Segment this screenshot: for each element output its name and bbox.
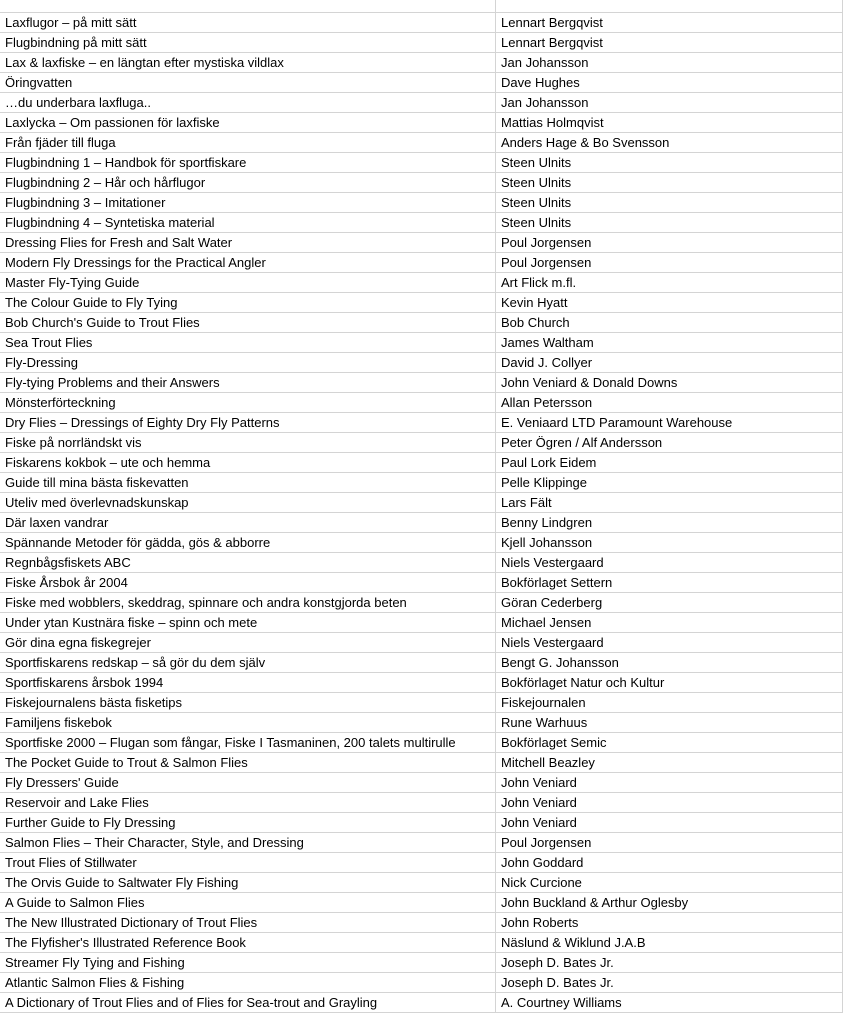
- author-cell[interactable]: Joseph D. Bates Jr.: [496, 973, 843, 993]
- author-cell[interactable]: Jan Johansson: [496, 53, 843, 73]
- table-row: [0, 793, 843, 813]
- author-cell[interactable]: Göran Cederberg: [496, 593, 843, 613]
- title-cell[interactable]: Sportfiskarens årsbok 1994: [0, 673, 496, 693]
- table-row: [0, 913, 843, 933]
- table-row: [0, 633, 843, 653]
- title-cell[interactable]: Streamer Fly Tying and Fishing: [0, 953, 496, 973]
- author-cell[interactable]: Bokförlaget Settern: [496, 573, 843, 593]
- title-cell[interactable]: Fiskejournalens bästa fisketips: [0, 693, 496, 713]
- title-cell[interactable]: Further Guide to Fly Dressing: [0, 813, 496, 833]
- title-cell[interactable]: Från fjäder till fluga: [0, 133, 496, 153]
- title-cell[interactable]: Sea Trout Flies: [0, 333, 496, 353]
- table-row: [0, 473, 843, 493]
- title-cell[interactable]: Familjens fiskebok: [0, 713, 496, 733]
- table-row: [0, 153, 843, 173]
- author-cell[interactable]: John Goddard: [496, 853, 843, 873]
- table-row: [0, 253, 843, 273]
- author-cell[interactable]: John Veniard: [496, 813, 843, 833]
- title-cell[interactable]: Flugbindning 1 – Handbok för sportfiskare: [0, 153, 496, 173]
- author-cell[interactable]: Steen Ulnits: [496, 213, 843, 233]
- title-cell[interactable]: The New Illustrated Dictionary of Trout Flies: [0, 913, 496, 933]
- author-cell[interactable]: E. Veniaard LTD Paramount Warehouse: [496, 413, 843, 433]
- author-cell[interactable]: A. Courtney Williams: [496, 993, 843, 1013]
- author-cell[interactable]: Allan Petersson: [496, 393, 843, 413]
- table-row: [0, 33, 843, 53]
- table-row: [0, 533, 843, 553]
- table-row: [0, 693, 843, 713]
- title-cell[interactable]: Guide till mina bästa fiskevatten: [0, 473, 496, 493]
- title-cell[interactable]: Master Fly-Tying Guide: [0, 273, 496, 293]
- table-row: [0, 373, 843, 393]
- author-cell[interactable]: [496, 0, 843, 13]
- table-row: [0, 313, 843, 333]
- author-cell[interactable]: Steen Ulnits: [496, 173, 843, 193]
- title-cell[interactable]: Uteliv med överlevnadskunskap: [0, 493, 496, 513]
- table-body: [0, 13, 843, 1013]
- table-row: [0, 353, 843, 373]
- table-row: [0, 553, 843, 573]
- title-cell[interactable]: The Colour Guide to Fly Tying: [0, 293, 496, 313]
- table-row: [0, 673, 843, 693]
- author-cell[interactable]: Paul Lork Eidem: [496, 453, 843, 473]
- table-row: [0, 173, 843, 193]
- author-cell[interactable]: Kjell Johansson: [496, 533, 843, 553]
- table-row-partial: [0, 0, 843, 13]
- title-cell[interactable]: Lax & laxfiske – en längtan efter mystiska vildlax: [0, 53, 496, 73]
- author-cell[interactable]: James Waltham: [496, 333, 843, 353]
- table-row: [0, 933, 843, 953]
- table-row: [0, 513, 843, 533]
- table-row: [0, 853, 843, 873]
- table-row: [0, 333, 843, 353]
- author-cell[interactable]: Benny Lindgren: [496, 513, 843, 533]
- author-cell[interactable]: John Roberts: [496, 913, 843, 933]
- title-cell[interactable]: Laxflugor – på mitt sätt: [0, 13, 496, 33]
- title-cell[interactable]: Regnbågsfiskets ABC: [0, 553, 496, 573]
- author-cell[interactable]: Peter Ögren / Alf Andersson: [496, 433, 843, 453]
- table-row: [0, 213, 843, 233]
- table-row: [0, 613, 843, 633]
- title-cell[interactable]: Gör dina egna fiskegrejer: [0, 633, 496, 653]
- title-cell[interactable]: Atlantic Salmon Flies & Fishing: [0, 973, 496, 993]
- table-row: [0, 733, 843, 753]
- table-row: [0, 973, 843, 993]
- author-cell[interactable]: Niels Vestergaard: [496, 633, 843, 653]
- table-row: [0, 653, 843, 673]
- title-cell[interactable]: Dressing Flies for Fresh and Salt Water: [0, 233, 496, 253]
- title-cell[interactable]: Salmon Flies – Their Character, Style, and Dressing: [0, 833, 496, 853]
- author-cell[interactable]: Poul Jorgensen: [496, 233, 843, 253]
- author-cell[interactable]: John Veniard: [496, 773, 843, 793]
- title-cell[interactable]: Fly-Dressing: [0, 353, 496, 373]
- table-row: [0, 133, 843, 153]
- author-cell[interactable]: Mitchell Beazley: [496, 753, 843, 773]
- author-cell[interactable]: Poul Jorgensen: [496, 253, 843, 273]
- author-cell[interactable]: Lennart Bergqvist: [496, 13, 843, 33]
- author-cell[interactable]: Joseph D. Bates Jr.: [496, 953, 843, 973]
- author-cell[interactable]: Bob Church: [496, 313, 843, 333]
- title-cell[interactable]: Flugbindning 4 – Syntetiska material: [0, 213, 496, 233]
- table-row: [0, 413, 843, 433]
- author-cell[interactable]: John Veniard: [496, 793, 843, 813]
- author-cell[interactable]: Bokförlaget Natur och Kultur: [496, 673, 843, 693]
- author-cell[interactable]: Fiskejournalen: [496, 693, 843, 713]
- author-cell[interactable]: Pelle Klippinge: [496, 473, 843, 493]
- title-cell[interactable]: The Orvis Guide to Saltwater Fly Fishing: [0, 873, 496, 893]
- author-cell[interactable]: Poul Jorgensen: [496, 833, 843, 853]
- title-cell[interactable]: Trout Flies of Stillwater: [0, 853, 496, 873]
- table-row: [0, 233, 843, 253]
- author-cell[interactable]: Dave Hughes: [496, 73, 843, 93]
- title-cell[interactable]: Flugbindning på mitt sätt: [0, 33, 496, 53]
- title-cell[interactable]: Under ytan Kustnära fiske – spinn och mete: [0, 613, 496, 633]
- table-row: [0, 93, 843, 113]
- table-row: [0, 593, 843, 613]
- title-cell[interactable]: Fiske Årsbok år 2004: [0, 573, 496, 593]
- title-cell[interactable]: Öringvatten: [0, 73, 496, 93]
- table-row: [0, 273, 843, 293]
- author-cell[interactable]: Art Flick m.fl.: [496, 273, 843, 293]
- title-cell[interactable]: [0, 0, 496, 13]
- title-cell[interactable]: Dry Flies – Dressings of Eighty Dry Fly Patterns: [0, 413, 496, 433]
- title-cell[interactable]: A Dictionary of Trout Flies and of Flies for Sea-trout and Grayling: [0, 993, 496, 1013]
- author-cell[interactable]: Michael Jensen: [496, 613, 843, 633]
- table-row: [0, 53, 843, 73]
- table-row: [0, 73, 843, 93]
- author-cell[interactable]: Anders Hage & Bo Svensson: [496, 133, 843, 153]
- author-cell[interactable]: Bengt G. Johansson: [496, 653, 843, 673]
- author-cell[interactable]: David J. Collyer: [496, 353, 843, 373]
- author-cell[interactable]: Niels Vestergaard: [496, 553, 843, 573]
- author-cell[interactable]: Rune Warhuus: [496, 713, 843, 733]
- table-row: [0, 193, 843, 213]
- table-row: [0, 753, 843, 773]
- table-row: [0, 813, 843, 833]
- table-row: [0, 893, 843, 913]
- table-row: [0, 993, 843, 1013]
- title-cell[interactable]: Flugbindning 2 – Hår och hårflugor: [0, 173, 496, 193]
- title-cell[interactable]: Fiske med wobblers, skeddrag, spinnare och andra konstgjorda beten: [0, 593, 496, 613]
- author-cell[interactable]: Lennart Bergqvist: [496, 33, 843, 53]
- title-cell[interactable]: Sportfiske 2000 – Flugan som fångar, Fiske I Tasmaninen, 200 talets multirulle: [0, 733, 496, 753]
- title-cell[interactable]: Fly-tying Problems and their Answers: [0, 373, 496, 393]
- title-cell[interactable]: Modern Fly Dressings for the Practical Angler: [0, 253, 496, 273]
- title-cell[interactable]: Fiskarens kokbok – ute och hemma: [0, 453, 496, 473]
- table-row: [0, 113, 843, 133]
- table-row: [0, 713, 843, 733]
- author-cell[interactable]: John Veniard & Donald Downs: [496, 373, 843, 393]
- title-cell[interactable]: Reservoir and Lake Flies: [0, 793, 496, 813]
- title-cell[interactable]: Mönsterförteckning: [0, 393, 496, 413]
- title-cell[interactable]: Fly Dressers' Guide: [0, 773, 496, 793]
- table-row: [0, 13, 843, 33]
- title-cell[interactable]: Fiske på norrländskt vis: [0, 433, 496, 453]
- table-row: [0, 493, 843, 513]
- table-row: [0, 453, 843, 473]
- title-cell[interactable]: Sportfiskarens redskap – så gör du dem själv: [0, 653, 496, 673]
- title-cell[interactable]: Där laxen vandrar: [0, 513, 496, 533]
- table-row: [0, 953, 843, 973]
- author-cell[interactable]: Nick Curcione: [496, 873, 843, 893]
- author-cell[interactable]: Lars Fält: [496, 493, 843, 513]
- title-cell[interactable]: …du underbara laxfluga..: [0, 93, 496, 113]
- title-cell[interactable]: The Flyfisher's Illustrated Reference Book: [0, 933, 496, 953]
- table-row: [0, 873, 843, 893]
- author-cell[interactable]: Mattias Holmqvist: [496, 113, 843, 133]
- table-row: [0, 393, 843, 413]
- title-cell[interactable]: The Pocket Guide to Trout & Salmon Flies: [0, 753, 496, 773]
- table-row: [0, 773, 843, 793]
- title-cell[interactable]: Flugbindning 3 – Imitationer: [0, 193, 496, 213]
- author-cell[interactable]: Näslund & Wiklund J.A.B: [496, 933, 843, 953]
- author-cell[interactable]: Steen Ulnits: [496, 153, 843, 173]
- title-cell[interactable]: Bob Church's Guide to Trout Flies: [0, 313, 496, 333]
- table-row: [0, 573, 843, 593]
- title-cell[interactable]: A Guide to Salmon Flies: [0, 893, 496, 913]
- table-row: [0, 293, 843, 313]
- author-cell[interactable]: Steen Ulnits: [496, 193, 843, 213]
- author-cell[interactable]: John Buckland & Arthur Oglesby: [496, 893, 843, 913]
- author-cell[interactable]: Jan Johansson: [496, 93, 843, 113]
- author-cell[interactable]: Kevin Hyatt: [496, 293, 843, 313]
- table-row: [0, 833, 843, 853]
- title-cell[interactable]: Laxlycka – Om passionen för laxfiske: [0, 113, 496, 133]
- title-cell[interactable]: Spännande Metoder för gädda, gös & abborre: [0, 533, 496, 553]
- author-cell[interactable]: Bokförlaget Semic: [496, 733, 843, 753]
- table-row: [0, 433, 843, 453]
